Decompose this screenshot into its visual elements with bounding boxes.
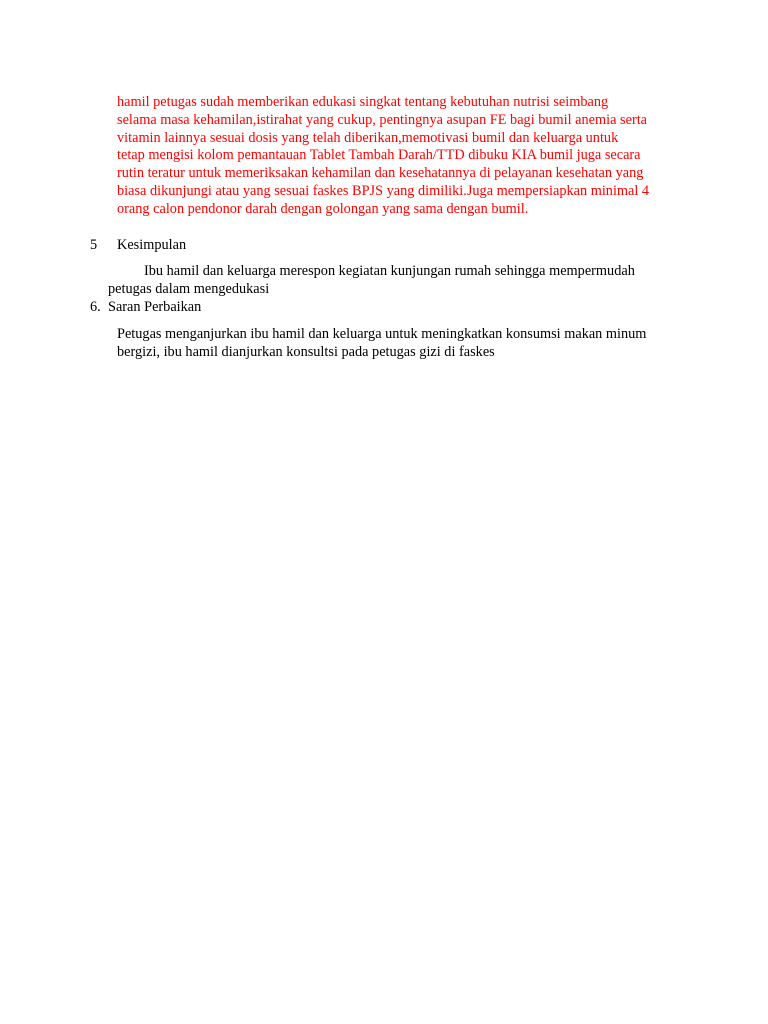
section-6-heading — [90, 299, 290, 317]
paragraph-line: tetap mengisi kolom pemantauan Tablet Tambah Darah/TTD dibuku KIA bumil juga secara — [117, 147, 641, 164]
section-6-title: Saran Perbaikan — [108, 299, 202, 315]
paragraph-line: Petugas menganjurkan ibu hamil dan keluarga untuk meningkatkan konsumsi makan minum — [117, 326, 647, 342]
section-6-number: 6. — [90, 299, 101, 315]
paragraph-line: selama masa kehamilan,istirahat yang cukup, pentingnya asupan FE bagi bumil anemia serta — [117, 111, 648, 128]
section-5-heading — [90, 237, 290, 255]
paragraph-line: biasa dikunjungi atau yang sesuai faskes BPJS yang dimiliki.Juga mempersiapkan minimal 4 — [117, 182, 650, 199]
section-5-paragraph — [108, 263, 635, 299]
paragraph-line: vitamin lainnya sesuai dosis yang telah diberikan,memotivasi bumil dan keluarga untuk — [117, 129, 619, 146]
paragraph-line: rutin teratur untuk memeriksakan kehamilan dan kesehatannya di pelayanan kesehatan yang — [117, 165, 644, 182]
paragraph-line: Ibu hamil dan keluarga merespon kegiatan kunjungan rumah sehingga mempermudah — [144, 263, 635, 279]
paragraph-line: orang calon pendonor darah dengan golongan yang sama dengan bumil. — [117, 200, 529, 217]
section-6-paragraph — [117, 326, 646, 362]
continuation-paragraph — [117, 94, 683, 219]
paragraph-line: bergizi, ibu hamil dianjurkan konsultsi pada petugas gizi di faskes — [117, 343, 495, 360]
paragraph-line: petugas dalam mengedukasi — [108, 280, 270, 297]
section-5-title: Kesimpulan — [117, 237, 187, 253]
paragraph-line: hamil petugas sudah memberikan edukasi singkat tentang kebutuhan nutrisi seimbang — [117, 94, 609, 110]
section-5-number: 5 — [90, 237, 98, 253]
